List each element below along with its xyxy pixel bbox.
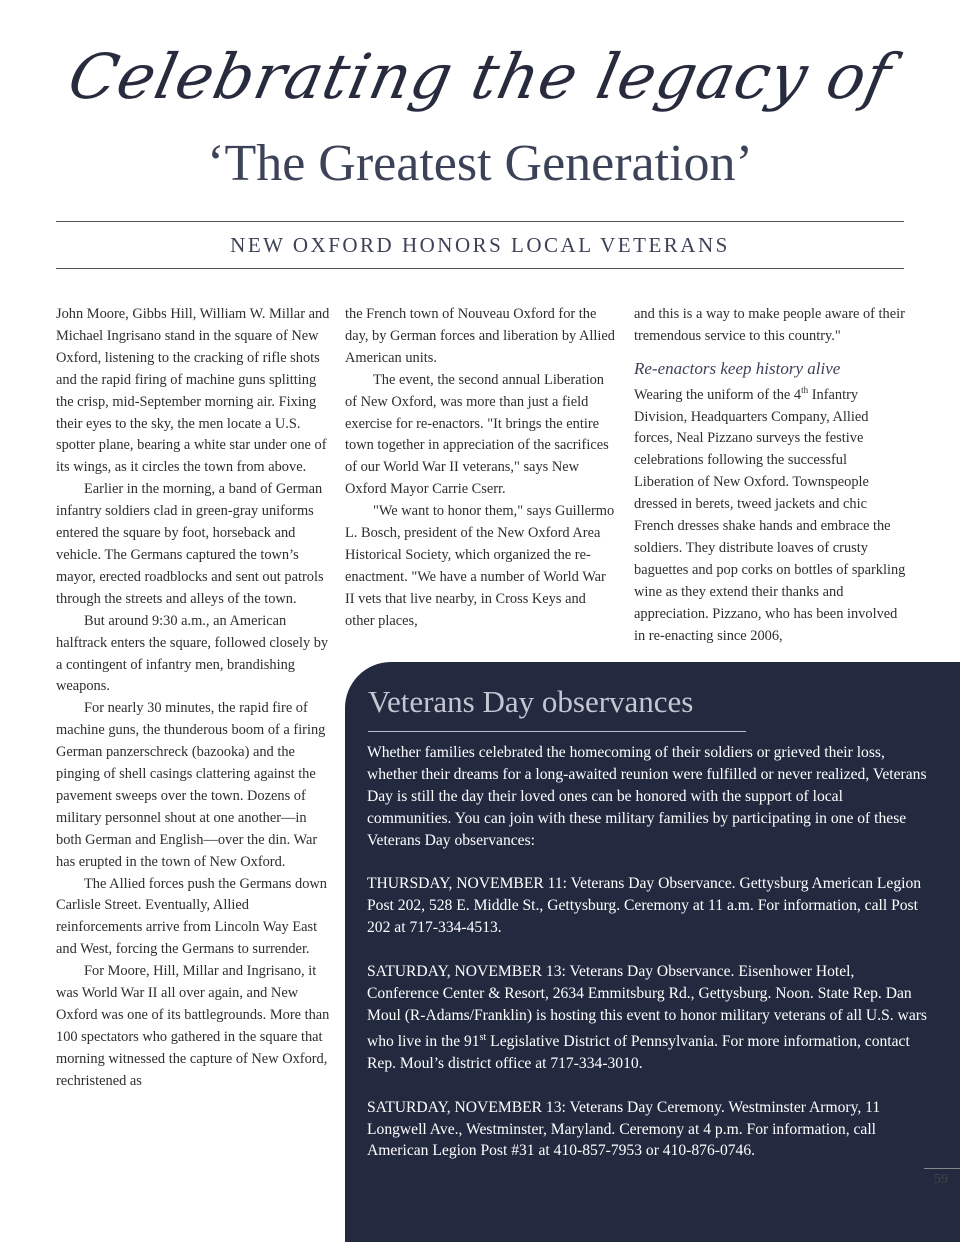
title-rule-bottom [56,268,904,269]
kicker: NEW OXFORD HONORS LOCAL VETERANS [230,233,730,257]
superscript: st [479,1031,487,1043]
event-listing: SATURDAY, NOVEMBER 13: Veterans Day Ceremony. Westminster Armory, 11 Longwell Ave., Westminster, Maryland. Ceremony at 4 p.m. For information, call American Legion Post #31 at 410-857-7953 or 410-876-0746. [367,1098,881,1160]
paragraph: Earlier in the morning, a band of German infantry soldiers clad in green-gray uniforms entered the square by foot, horseback and vehicle. The Germans captured the town’s mayor, erected roadblocks and sent out patrols through the streets and alleys of the town. [56,481,324,607]
paragraph: and this is a way to make people aware of their tremendous service to this country." [634,306,905,344]
script-title: Celebrating the legacy of [62,40,898,113]
panel-title: Veterans Day observances [368,684,694,719]
page-number-rule [924,1168,960,1169]
text-run: Legislative District of Pennsylvania. For more information, contact Rep. Moul’s district office at 717-334-3010. [367,1032,910,1072]
page-number: 59 [934,1172,948,1187]
article-column-1 [56,304,332,1093]
article-column-3 [634,304,908,647]
event-listing: THURSDAY, NOVEMBER 11: Veterans Day Observance. Gettysburg American Legion Post 202, 528 E. Middle St., Gettysburg. Ceremony at 11 a.m. For information, call Post 202 at 717-334-4513. [367,875,922,937]
paragraph: But around 9:30 a.m., an American halftrack enters the square, followed closely by a contingent of infantry men, brandishing weapons. [56,612,329,695]
veterans-day-panel [345,662,960,1242]
paragraph: The Allied forces push the Germans down Carlisle Street. Eventually, Allied reinforcements arrive from Lincoln Way East and West, forcing the Germans to surrender. [56,875,327,958]
text-run: SATURDAY, NOVEMBER 13: Veterans Day Observance. Eisenhower Hotel, Conference Center & Resort, 2634 Emmitsburg Rd., Gettysburg. Noon. State Rep. Dan Moul (R-Adams/Franklin) is hosting this event to honor military veterans of all U.S. wars who live in the 91 [367,963,928,1050]
panel-body [367,742,927,1184]
panel-title-rule [368,731,746,732]
paragraph: For Moore, Hill, Millar and Ingrisano, it was World War II all over again, and New Oxford was one of its battlegrounds. More than 100 spectators who gathered in the square that morning witnessed the capture of New Oxford, rechristened as [56,963,330,1089]
event-listing [367,961,927,1075]
paragraph: "We want to honor them," says Guillermo L. Bosch, president of the New Oxford Area Historical Society, which organized the re-enactment. "We have a number of World War II vets that live nearby, in Cross Keys and other places, [345,503,615,629]
main-title: ‘The Greatest Generation’ [207,135,753,192]
paragraph: John Moore, Gibbs Hill, William W. Millar and Michael Ingrisano stand in the square of New Oxford, listening to the cracking of rifle shots and the rapid firing of machine guns splitting the crisp, mid-September morning air. Fixing their eyes to the sky, the men locate a U.S. spotter plane, bearing a white star under one of its wings, as it circles the town from above. [56,306,330,476]
paragraph: For nearly 30 minutes, the rapid fire of machine guns, the thunderous boom of a firing German panzerschreck (bazooka) and the pinging of shell casings clattering against the pavement sweeps over the town. Dozens of military personnel shout at one another—in both German and English—over the din. War has erupted in the town of New Oxford. [56,700,326,870]
text-run: Wearing the uniform of the 4 [634,386,802,403]
text-run: Infantry Division, Headquarters Company, Allied forces, Neal Pizzano surveys the festive celebrations following the successful Liberation of New Oxford. Townspeople dressed in berets, tweed jackets and chic French dresses shake hands and embrace the soldiers. They distribute loaves of crusty baguettes and pop corks on bottles of sparkling wine as they extend their thanks and appreciation. Pizzano, who has been involved in re-enacting since 2006, [634,386,906,644]
paragraph: the French town of Nouveau Oxford for the day, by German forces and liberation by Allied American units. [345,306,616,366]
panel-intro: Whether families celebrated the homecoming of their soldiers or grieved their loss, whether their dreams for a long-awaited reunion were fulfilled or never realized, Veterans Day is still the day their loved ones can be honored with the support of local communities. You can join with these military families by participating in one of these Veterans Day observances: [367,744,927,849]
paragraph [634,380,908,648]
article-column-2 [345,304,617,633]
title-rule-top [56,221,904,222]
subheading: Re-enactors keep history alive [634,358,841,378]
paragraph: The event, the second annual Liberation of New Oxford, was more than just a field exercise for re-enactors. "It brings the entire town together in appreciation of the sacrifices of our World War II veterans," says New Oxford Mayor Carrie Cserr. [345,371,609,498]
superscript: th [801,384,809,395]
